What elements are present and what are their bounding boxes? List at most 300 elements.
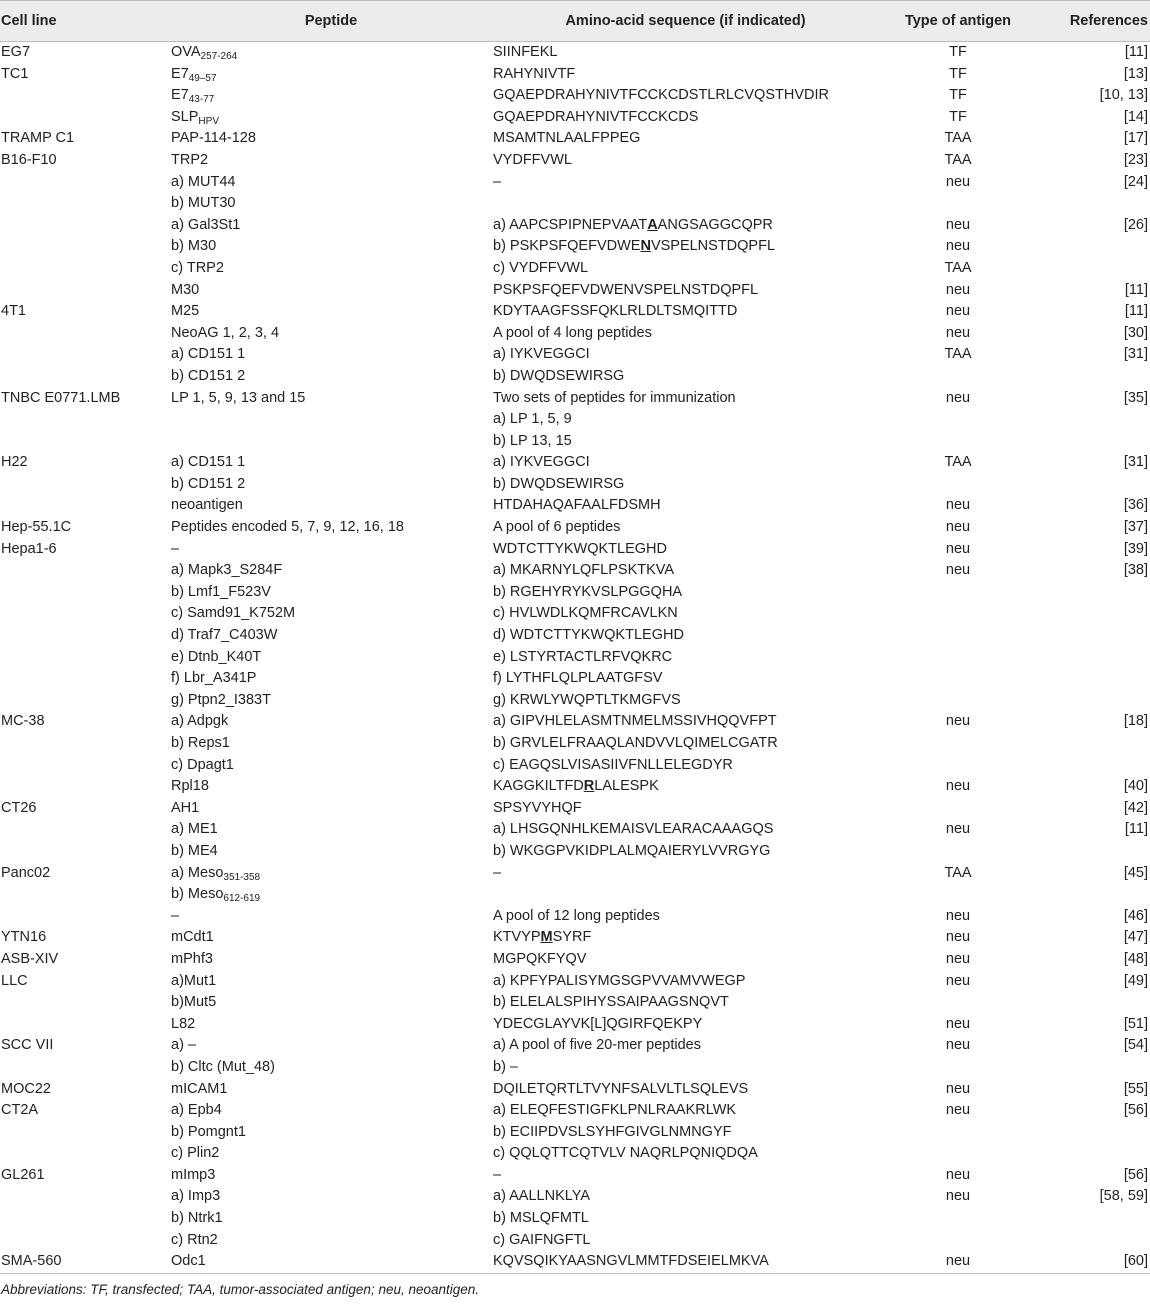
table-row	[0, 64, 1150, 86]
peptide-cell	[169, 85, 491, 107]
peptide-subscript: HPV	[198, 115, 219, 127]
cell-line-cell	[0, 690, 169, 712]
reference-text: [17]	[1123, 130, 1148, 147]
sequence-text: c) EAGQSLVISASIIVFNLLELEGDYR	[493, 756, 733, 773]
antigen-type-cell	[878, 625, 1038, 647]
sequence-cell	[491, 539, 878, 561]
antigen-type-cell	[878, 474, 1038, 496]
sequence-text: b) PSKPSFQEFVDWE	[493, 238, 641, 255]
sequence-cell	[491, 711, 878, 733]
sequence-text: a) AALLNKLYA	[493, 1188, 590, 1205]
cell-line-cell	[0, 409, 169, 431]
reference-cell	[1038, 1251, 1150, 1273]
reference-text: [56]	[1123, 1166, 1148, 1183]
antigen-type-text: TAA	[944, 454, 972, 471]
reference-cell	[1038, 1057, 1150, 1079]
sequence-text: KAGGKILTFD	[493, 778, 584, 795]
antigen-type-text: neu	[945, 497, 971, 514]
peptide-text: Rpl18	[171, 778, 209, 795]
table-row	[0, 150, 1150, 172]
sequence-text: A pool of 4 long peptides	[493, 324, 652, 341]
sequence-cell	[491, 927, 878, 949]
peptide-cell	[169, 863, 491, 885]
table-row	[0, 495, 1150, 517]
cell-line-text: LLC	[1, 972, 28, 989]
reference-cell	[1038, 992, 1150, 1014]
cell-line-text: TC1	[1, 65, 29, 82]
sequence-cell	[491, 992, 878, 1014]
table-body	[0, 42, 1150, 1274]
table-row	[0, 560, 1150, 582]
sequence-text: KQVSQIKYAASNGVLMMTFDSEIELMKVA	[493, 1253, 769, 1270]
cell-line-cell	[0, 798, 169, 820]
sequence-cell	[491, 733, 878, 755]
reference-text: [14]	[1123, 108, 1148, 125]
peptide-cell	[169, 452, 491, 474]
sequence-text: HTDAHAQAFAALFDSMH	[493, 497, 661, 514]
antigen-type-cell	[878, 323, 1038, 345]
sequence-text: KDYTAAGFSSFQKLRLDLTSMQITTD	[493, 303, 738, 320]
antigen-type-text: TF	[949, 44, 967, 60]
antigen-type-cell	[878, 776, 1038, 798]
cell-line-cell	[0, 258, 169, 280]
table-row	[0, 927, 1150, 949]
reference-text: [24]	[1123, 173, 1148, 190]
reference-text: [10, 13]	[1099, 87, 1148, 104]
cell-line-text: H22	[1, 454, 28, 471]
sequence-text: a) AAPCSPIPNEPVAAT	[493, 216, 648, 233]
cell-line-cell	[0, 841, 169, 863]
sequence-cell	[491, 863, 878, 885]
reference-text: [26]	[1123, 216, 1148, 233]
antigen-type-text: neu	[945, 540, 971, 557]
table-row	[0, 1143, 1150, 1165]
cell-line-cell	[0, 949, 169, 971]
peptide-cell	[169, 949, 491, 971]
cell-line-text: GL261	[1, 1166, 45, 1183]
sequence-cell	[491, 366, 878, 388]
peptide-cell	[169, 1122, 491, 1144]
antigen-type-cell	[878, 971, 1038, 993]
peptide-text: a) CD151 1	[171, 454, 246, 471]
sequence-text: a) LHSGQNHLKEMAISVLEARACAAAGQS	[493, 821, 774, 838]
sequence-cell	[491, 1143, 878, 1165]
peptide-text: b) ME4	[171, 842, 218, 859]
sequence-text: PSKPSFQEFVDWENVSPELNSTDQPFL	[493, 281, 759, 298]
reference-cell	[1038, 258, 1150, 280]
sequence-cell	[491, 582, 878, 604]
antigen-type-text: neu	[945, 778, 971, 795]
peptide-cell	[169, 258, 491, 280]
cell-line-cell	[0, 603, 169, 625]
antigen-type-cell	[878, 517, 1038, 539]
peptide-text: c) Dpagt1	[171, 756, 234, 773]
peptide-text: AH1	[171, 799, 200, 816]
reference-cell	[1038, 409, 1150, 431]
reference-cell	[1038, 668, 1150, 690]
peptide-text: –	[171, 540, 180, 557]
sequence-text: a) LP 1, 5, 9	[493, 411, 572, 428]
peptide-text: NeoAG 1, 2, 3, 4	[171, 324, 280, 341]
sequence-text: b) –	[493, 1058, 518, 1075]
reference-cell	[1038, 906, 1150, 928]
peptide-cell	[169, 323, 491, 345]
antigen-type-text: neu	[945, 1080, 971, 1097]
cell-line-cell	[0, 668, 169, 690]
sequence-text: GQAEPDRAHYNIVTFCCKCDS	[493, 108, 699, 125]
peptide-cell	[169, 1057, 491, 1079]
peptide-cell	[169, 344, 491, 366]
table-row	[0, 906, 1150, 928]
peptide-cell	[169, 431, 491, 453]
peptide-text: M30	[171, 281, 200, 298]
peptide-cell	[169, 927, 491, 949]
cell-line-text: SCC VII	[1, 1037, 54, 1054]
antigen-type-text: TAA	[944, 151, 972, 168]
header-sequence: Amino-acid sequence (if indicated)	[491, 1, 878, 42]
cell-line-text: MC-38	[1, 713, 45, 730]
peptide-text: PAP-114-128	[171, 130, 256, 147]
antigen-type-cell	[878, 1186, 1038, 1208]
peptide-cell	[169, 1079, 491, 1101]
sequence-cell	[491, 1035, 878, 1057]
peptide-text: c) Samd91_K752M	[171, 605, 296, 622]
sequence-text: a) KPFYPALISYMGSGPVVAMVWEGP	[493, 972, 746, 989]
peptide-cell	[169, 582, 491, 604]
peptide-text: a) Gal3St1	[171, 216, 241, 233]
peptide-cell	[169, 1230, 491, 1252]
sequence-text: a) IYKVEGGCI	[493, 454, 590, 471]
cell-line-cell	[0, 1143, 169, 1165]
antigen-type-cell	[878, 1079, 1038, 1101]
peptide-text: a) CD151 1	[171, 346, 246, 363]
peptide-text: a) MUT44	[171, 173, 236, 190]
cell-line-cell	[0, 1186, 169, 1208]
antigen-type-text: neu	[945, 950, 971, 967]
reference-cell	[1038, 172, 1150, 194]
cell-line-cell	[0, 85, 169, 107]
antigen-type-text: neu	[945, 821, 971, 838]
peptide-cell	[169, 755, 491, 777]
antigen-type-cell	[878, 236, 1038, 258]
cell-line-cell	[0, 927, 169, 949]
table-row	[0, 733, 1150, 755]
sequence-cell	[491, 819, 878, 841]
reference-text: [13]	[1123, 65, 1148, 82]
sequence-text: –	[493, 1166, 502, 1183]
peptide-cell	[169, 280, 491, 302]
sequence-text: g) KRWLYWQPTLTKMGFVS	[493, 691, 681, 708]
sequence-cell	[491, 301, 878, 323]
reference-cell	[1038, 647, 1150, 669]
reference-cell	[1038, 280, 1150, 302]
peptide-text: E7	[171, 65, 189, 82]
peptide-cell	[169, 819, 491, 841]
cell-line-cell	[0, 539, 169, 561]
sequence-cell	[491, 107, 878, 129]
peptide-cell	[169, 215, 491, 237]
peptide-subscript: 257-264	[200, 51, 238, 62]
reference-cell	[1038, 863, 1150, 885]
reference-cell	[1038, 1014, 1150, 1036]
peptide-cell	[169, 1165, 491, 1187]
sequence-cell	[491, 1165, 878, 1187]
antigen-type-cell	[878, 1251, 1038, 1273]
peptide-cell	[169, 841, 491, 863]
table-row	[0, 1035, 1150, 1057]
cell-line-cell	[0, 388, 169, 410]
antigen-type-cell	[878, 388, 1038, 410]
antigen-type-cell	[878, 409, 1038, 431]
cell-line-cell	[0, 971, 169, 993]
reference-text: [11]	[1124, 821, 1148, 838]
peptide-cell	[169, 971, 491, 993]
peptide-text: SLP	[171, 108, 199, 125]
peptide-text: b)Mut5	[171, 994, 217, 1011]
sequence-cell	[491, 1230, 878, 1252]
sequence-text: c) GAIFNGFTL	[493, 1231, 591, 1248]
cell-line-cell	[0, 647, 169, 669]
peptide-cell	[169, 798, 491, 820]
peptide-cell	[169, 1251, 491, 1273]
peptide-cell	[169, 1014, 491, 1036]
peptide-text: b) Meso	[171, 886, 224, 903]
header-cell-line: Cell line	[0, 1, 169, 42]
sequence-cell	[491, 409, 878, 431]
cell-line-cell	[0, 906, 169, 928]
table-row	[0, 647, 1150, 669]
reference-text: [45]	[1123, 864, 1148, 881]
cell-line-cell	[0, 1122, 169, 1144]
peptide-subscript: 43-77	[188, 94, 215, 106]
antigen-type-cell	[878, 64, 1038, 86]
antigen-type-cell	[878, 1014, 1038, 1036]
peptide-text: TRP2	[171, 151, 209, 168]
mutated-residue: N	[640, 238, 651, 255]
peptide-text: mImp3	[171, 1166, 216, 1183]
reference-cell	[1038, 474, 1150, 496]
antigen-type-cell	[878, 172, 1038, 194]
table-row	[0, 301, 1150, 323]
cell-line-cell	[0, 107, 169, 129]
antigen-type-cell	[878, 733, 1038, 755]
table-row	[0, 1057, 1150, 1079]
reference-text: [35]	[1123, 389, 1148, 406]
table-row	[0, 755, 1150, 777]
peptide-subscript: 612-619	[223, 893, 261, 905]
antigen-type-cell	[878, 128, 1038, 150]
antigen-type-text: neu	[945, 519, 971, 536]
sequence-text: –	[493, 173, 502, 190]
reference-text: [31]	[1123, 454, 1148, 471]
sequence-text: c) HVLWDLKQMFRCAVLKN	[493, 605, 678, 622]
peptide-text: c) Plin2	[171, 1145, 220, 1162]
cell-line-text: 4T1	[1, 303, 26, 320]
sequence-cell	[491, 1186, 878, 1208]
cell-line-text: YTN16	[1, 929, 47, 946]
peptide-text: e) Dtnb_K40T	[171, 648, 262, 665]
peptide-cell	[169, 409, 491, 431]
table-row	[0, 323, 1150, 345]
peptide-cell	[169, 42, 491, 64]
peptide-text: –	[171, 907, 180, 924]
table-row	[0, 1100, 1150, 1122]
table-row	[0, 625, 1150, 647]
table-row	[0, 107, 1150, 129]
sequence-text: a) IYKVEGGCI	[493, 346, 590, 363]
cell-line-cell	[0, 1057, 169, 1079]
antigen-type-text: neu	[945, 238, 971, 255]
reference-text: [23]	[1123, 151, 1148, 168]
sequence-text: Two sets of peptides for immunization	[493, 389, 736, 406]
antigen-type-cell	[878, 1230, 1038, 1252]
peptide-cell	[169, 1035, 491, 1057]
peptide-text: c) Rtn2	[171, 1231, 218, 1248]
sequence-text: f) LYTHFLQLPLAATGFSV	[493, 670, 663, 687]
cell-line-cell	[0, 517, 169, 539]
reference-cell	[1038, 560, 1150, 582]
sequence-cell	[491, 755, 878, 777]
reference-text: [11]	[1124, 281, 1148, 298]
peptide-cell	[169, 236, 491, 258]
sequence-cell	[491, 841, 878, 863]
cell-line-text: TRAMP C1	[1, 130, 75, 147]
table-row	[0, 1014, 1150, 1036]
antigen-type-cell	[878, 258, 1038, 280]
antigen-type-cell	[878, 755, 1038, 777]
peptide-cell	[169, 1208, 491, 1230]
reference-text: [47]	[1123, 929, 1148, 946]
antigen-type-cell	[878, 992, 1038, 1014]
sequence-cell	[491, 64, 878, 86]
peptide-text: L82	[171, 1015, 196, 1032]
sequence-text: A pool of 6 peptides	[493, 519, 621, 536]
peptide-cell	[169, 906, 491, 928]
reference-text: [60]	[1123, 1253, 1148, 1270]
cell-line-text: CT2A	[1, 1102, 39, 1119]
table-row	[0, 971, 1150, 993]
reference-text: [11]	[1124, 44, 1148, 60]
antigen-type-text: TF	[949, 65, 967, 82]
reference-text: [38]	[1123, 562, 1148, 579]
peptide-text: d) Traf7_C403W	[171, 627, 278, 644]
table-row	[0, 236, 1150, 258]
antigen-type-text: neu	[945, 1015, 971, 1032]
peptide-text: c) TRP2	[171, 259, 224, 276]
reference-cell	[1038, 42, 1150, 64]
cell-line-cell	[0, 711, 169, 733]
table-row	[0, 992, 1150, 1014]
reference-cell	[1038, 366, 1150, 388]
antigen-type-cell	[878, 863, 1038, 885]
peptide-cell	[169, 64, 491, 86]
reference-cell	[1038, 517, 1150, 539]
reference-cell	[1038, 1165, 1150, 1187]
cell-line-cell	[0, 1079, 169, 1101]
antigen-type-cell	[878, 798, 1038, 820]
peptide-text: M25	[171, 303, 200, 320]
antigen-type-text: neu	[945, 1253, 971, 1270]
antigen-type-text: neu	[945, 907, 971, 924]
cell-line-cell	[0, 495, 169, 517]
header-antigen-type: Type of antigen	[878, 1, 1038, 42]
reference-text: [36]	[1123, 497, 1148, 514]
reference-text: [46]	[1123, 907, 1148, 924]
reference-cell	[1038, 927, 1150, 949]
table-row	[0, 798, 1150, 820]
antigen-type-cell	[878, 1165, 1038, 1187]
sequence-cell	[491, 172, 878, 194]
sequence-cell	[491, 1079, 878, 1101]
antigen-type-text: TAA	[944, 259, 972, 276]
peptide-subscript: 351-358	[223, 871, 261, 883]
cell-line-cell	[0, 193, 169, 215]
sequence-text: b) WKGGPVKIDPLALMQAIERYLVVRGYG	[493, 842, 771, 859]
reference-cell	[1038, 603, 1150, 625]
mutated-residue: A	[647, 216, 658, 233]
sequence-text-tail: LALESPK	[594, 778, 659, 795]
antigen-type-text: neu	[945, 216, 971, 233]
peptide-text: b) CD151 2	[171, 367, 246, 384]
sequence-text: d) WDTCTTYKWQKTLEGHD	[493, 627, 684, 644]
antigen-type-cell	[878, 150, 1038, 172]
peptide-subscript: 49–57	[188, 72, 217, 84]
peptide-text: b) Lmf1_F523V	[171, 583, 271, 600]
table-row	[0, 1165, 1150, 1187]
antigen-type-cell	[878, 711, 1038, 733]
header-references: References	[1038, 1, 1150, 42]
reference-cell	[1038, 971, 1150, 993]
peptide-cell	[169, 733, 491, 755]
sequence-text: KTVYP	[493, 929, 541, 946]
peptide-cell	[169, 776, 491, 798]
sequence-cell	[491, 949, 878, 971]
table-row	[0, 582, 1150, 604]
peptide-text: b) CD151 2	[171, 475, 246, 492]
sequence-cell	[491, 776, 878, 798]
sequence-cell	[491, 1122, 878, 1144]
cell-line-text: EG7	[1, 44, 31, 60]
cell-line-cell	[0, 776, 169, 798]
sequence-text: b) DWQDSEWIRSG	[493, 367, 625, 384]
antigen-type-text: neu	[945, 324, 971, 341]
peptide-text: OVA	[171, 44, 201, 60]
sequence-text: b) ELELALSPIHYSSAIPAAGSNQVT	[493, 994, 729, 1011]
reference-cell	[1038, 819, 1150, 841]
reference-cell	[1038, 150, 1150, 172]
peptide-cell	[169, 560, 491, 582]
cell-line-text: SMA-560	[1, 1253, 62, 1270]
cell-line-cell	[0, 366, 169, 388]
antigen-type-cell	[878, 1143, 1038, 1165]
reference-text: [31]	[1123, 346, 1148, 363]
table-footnote: Abbreviations: TF, transfected; TAA, tumor-associated antigen; neu, neoantigen.	[1, 1281, 480, 1297]
sequence-cell	[491, 603, 878, 625]
reference-cell	[1038, 344, 1150, 366]
sequence-cell	[491, 323, 878, 345]
reference-cell	[1038, 128, 1150, 150]
antigen-type-cell	[878, 560, 1038, 582]
peptide-cell	[169, 107, 491, 129]
sequence-text-tail: ANGSAGGCQPR	[657, 216, 773, 233]
antigen-type-text: neu	[945, 713, 971, 730]
peptide-cell	[169, 625, 491, 647]
peptide-cell	[169, 495, 491, 517]
peptide-cell	[169, 1100, 491, 1122]
peptide-text: a) Mapk3_S284F	[171, 562, 283, 579]
sequence-cell	[491, 1057, 878, 1079]
table-row	[0, 258, 1150, 280]
